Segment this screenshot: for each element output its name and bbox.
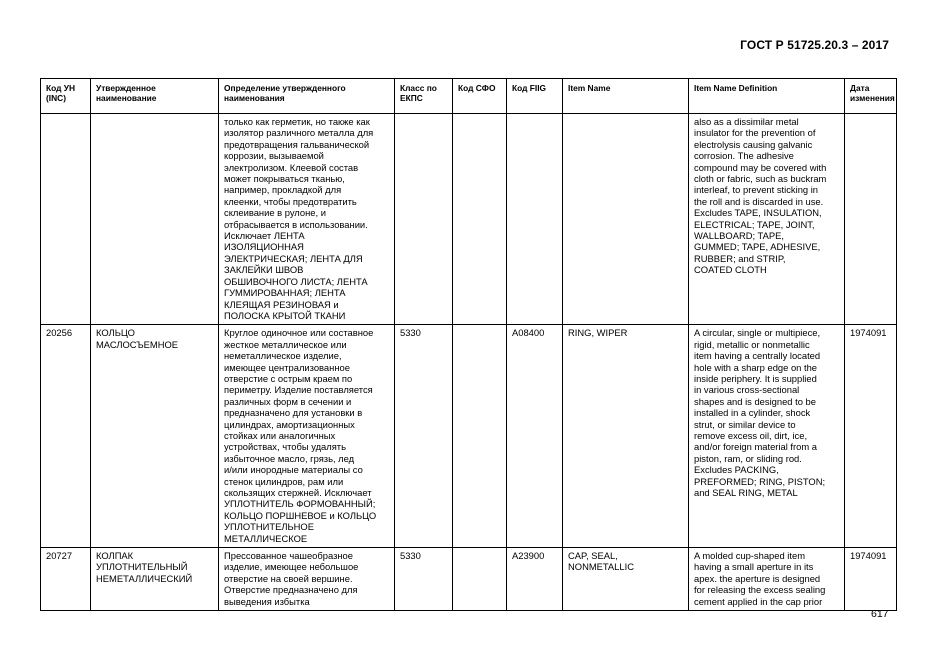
cell-inc: 20727 xyxy=(41,548,91,611)
col-header-change-date: Дата изменения xyxy=(845,79,897,114)
col-header-item-name: Item Name xyxy=(563,79,689,114)
table-row xyxy=(41,325,897,548)
cell-change-date: 1974091 xyxy=(845,325,897,548)
cell-item-name: CAP, SEAL, NONMETALLIC xyxy=(563,548,689,611)
cell-ekps-class: 5330 xyxy=(395,548,453,611)
cell-change-date xyxy=(845,114,897,325)
cell-item-name xyxy=(563,114,689,325)
col-header-definition-ru: Определение утвержденного наименования xyxy=(219,79,395,114)
cell-fiig-code: A23900 xyxy=(507,548,563,611)
cell-change-date: 1974091 xyxy=(845,548,897,611)
cell-sfo-code xyxy=(453,325,507,548)
cell-item-name: RING, WIPER xyxy=(563,325,689,548)
col-header-definition-en: Item Name Definition xyxy=(689,79,845,114)
page-number: 617 xyxy=(871,608,889,620)
cell-approved-name xyxy=(91,114,219,325)
cell-fiig-code xyxy=(507,114,563,325)
cell-inc xyxy=(41,114,91,325)
cell-definition-ru: Прессованное чашеобразное изделие, имеющее небольшое отверстие на своей вершине. Отверстие предназначено для выведения избытка xyxy=(219,548,395,611)
cell-approved-name: КОЛЬЦО МАСЛОСЪЕМНОЕ xyxy=(91,325,219,548)
document-title: ГОСТ Р 51725.20.3 – 2017 xyxy=(740,38,889,52)
cell-definition-en: also as a dissimilar metal insulator for the prevention of electrolysis causing galvanic corrosion. The adhesive compound may be covered with cloth or fabric, such as buckram interleaf, to prevent sticking in the roll and is discarded in use. Excludes TAPE, INSULATION, ELECTRICAL; TAPE, JOINT, WALLBOARD; TAPE, GUMMED; TAPE, ADHESIVE, RUBBER; and STRIP, COATED CLOTH xyxy=(689,114,845,325)
cell-definition-en: A circular, single or multipiece, rigid, metallic or nonmetallic item having a centrally located hole with a sharp edge on the inside periphery. It is supplied in various cross-sectional shapes and is designed to be installed in a cylinder, shock strut, or similar device to remove excess oil, dirt, ice, and/or foreign material from a piston, ram, or sliding rod. Excludes PACKING, PREFORMED; RING, PISTON; and SEAL RING, METAL xyxy=(689,325,845,548)
cell-definition-en: A molded cup-shaped item having a small aperture in its apex. the aperture is designed for releasing the excess sealing cement applied in the cap prior xyxy=(689,548,845,611)
col-header-inc: Код УН (INC) xyxy=(41,79,91,114)
cell-sfo-code xyxy=(453,548,507,611)
cell-definition-ru: только как герметик, но также как изолятор различного металла для предотвращения гальванической коррозии, вызываемой электролизом. Клеевой состав может покрываться тканью, например, прокладкой для клеенки, чтобы предотвратить склеивание в рулоне, и отбрасывается в использовании. Исключает ЛЕНТА ИЗОЛЯЦИОННАЯ ЭЛЕКТРИЧЕСКАЯ; ЛЕНТА ДЛЯ ЗАКЛЕЙКИ ШВОВ ОБШИВОЧНОГО ЛИСТА; ЛЕНТА ГУММИРОВАННАЯ; ЛЕНТА КЛЕЯЩАЯ РЕЗИНОВАЯ и ПОЛОСКА КРЫТОЙ ТКАНИ xyxy=(219,114,395,325)
cell-ekps-class: 5330 xyxy=(395,325,453,548)
catalog-table xyxy=(40,78,897,611)
table-row xyxy=(41,548,897,611)
cell-fiig-code: A08400 xyxy=(507,325,563,548)
cell-approved-name: КОЛПАК УПЛОТНИТЕЛЬНЫЙ НЕМЕТАЛЛИЧЕСКИЙ xyxy=(91,548,219,611)
col-header-sfo-code: Код СФО xyxy=(453,79,507,114)
cell-ekps-class xyxy=(395,114,453,325)
col-header-ekps-class: Класс по ЕКПС xyxy=(395,79,453,114)
col-header-approved-name: Утвержденное наименование xyxy=(91,79,219,114)
col-header-fiig-code: Код FIIG xyxy=(507,79,563,114)
cell-sfo-code xyxy=(453,114,507,325)
cell-definition-ru: Круглое одиночное или составное жесткое металлическое или неметаллическое изделие, имеющее централизованное отверстие с острым краем по периметру. Изделие поставляется различных форм в сечении и предназначено для установки в цилиндрах, амортизационных стойках или аналогичных устройствах, чтобы удалять избыточное масло, грязь, лед и/или инородные материалы со стенок цилиндров, рам или скользящих стержней. Исключает УПЛОТНИТЕЛЬ ФОРМОВАННЫЙ; КОЛЬЦО ПОРШНЕВОЕ и КОЛЬЦО УПЛОТНИТЕЛЬНОЕ МЕТАЛЛИЧЕСКОЕ xyxy=(219,325,395,548)
table-row xyxy=(41,114,897,325)
header-row xyxy=(41,79,897,114)
cell-inc: 20256 xyxy=(41,325,91,548)
